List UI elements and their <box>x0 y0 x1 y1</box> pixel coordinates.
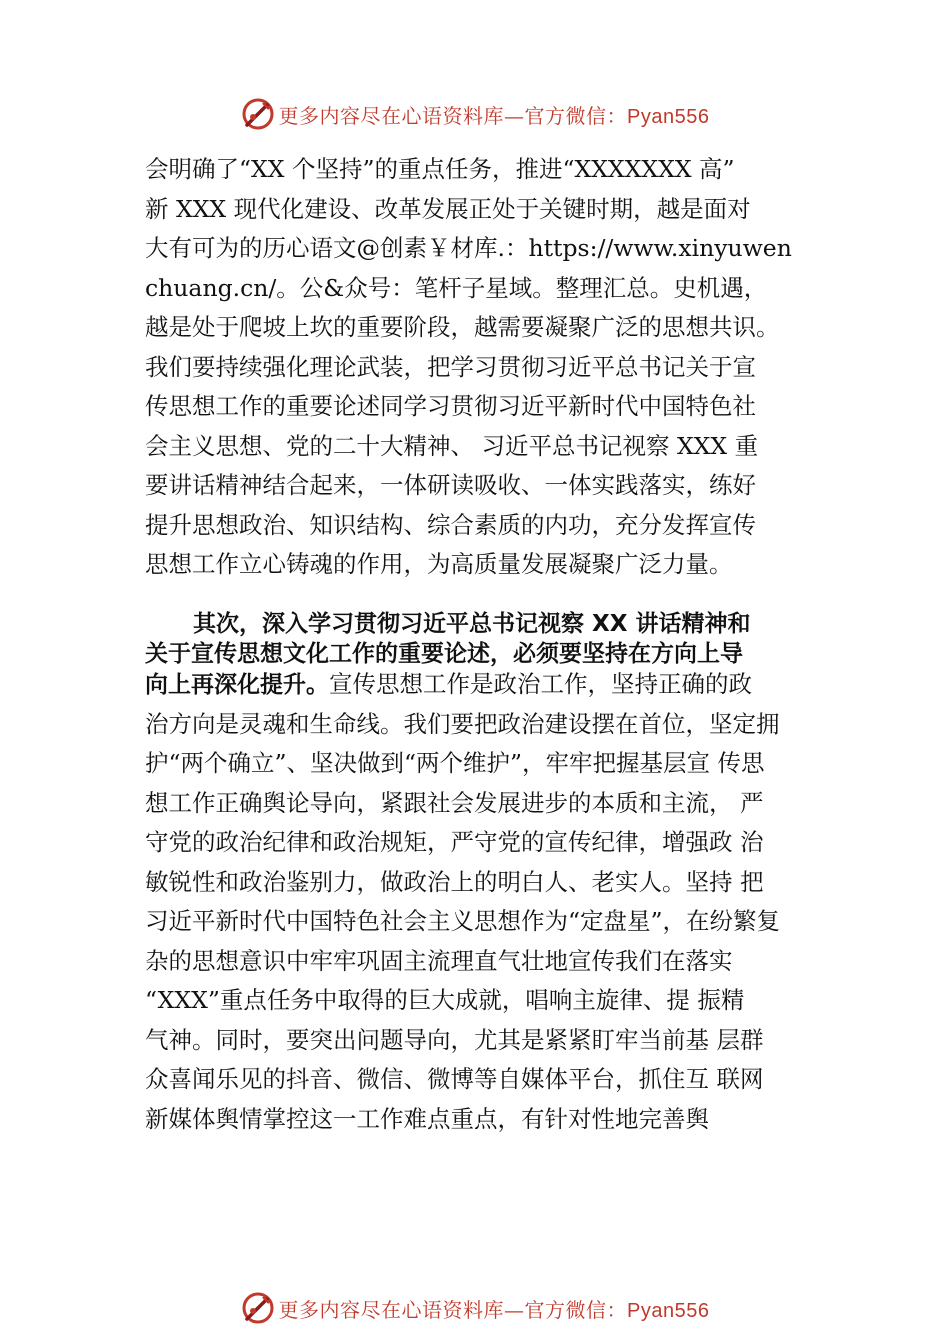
text-line: 要讲话精神结合起来，一体研读吸收、一体实践落实，练好 <box>145 471 756 499</box>
header-separator: — <box>504 103 525 128</box>
text-line: chuang.cn/。公&众号：笔杆子星域。整理汇总。史机遇， <box>145 273 768 302</box>
pen-logo-icon <box>241 97 275 131</box>
header-wechat-label: 官方微信： <box>524 103 628 128</box>
header-text <box>279 100 710 129</box>
text-line: 传思想工作的重要论述同学习贯彻习近平新时代中国特色社 <box>145 392 756 420</box>
text-line: 大有可为的历心语文@创素￥材库.：https://www.xinyuwen <box>145 234 792 262</box>
text-line: 会明确了“XX 个坚持”的重点任务，推进“XXXXXXX 高” <box>145 155 735 183</box>
paragraph-2-heading-line-1: 其次，深入学习贯彻习近平总书记视察 XX 讲话精神和 <box>193 610 751 637</box>
text-line: 习近平新时代中国特色社会主义思想作为“定盘星”，在纷繁复 <box>145 907 781 935</box>
text-line: 治方向是灵魂和生命线。我们要把政治建设摆在首位，坚定拥 <box>145 709 780 738</box>
text-line: 新媒体舆情掌控这一工作难点重点，有针对性地完善舆 <box>145 1104 709 1133</box>
text-line: 守党的政治纪律和政治规矩，严守党的宣传纪律，增强政 治 <box>145 828 764 856</box>
paragraph-2-line-start: 宣传思想工作是政治工作，坚持正确的政 <box>329 669 752 698</box>
text-line: 新 XXX 现代化建设、改革发展正处于关键时期，越是面对 <box>145 194 751 223</box>
text-line: 我们要持续强化理论武装，把学习贯彻习近平总书记关于宣 <box>145 352 756 381</box>
text-line: 越是处于爬坡上坎的重要阶段，越需要凝聚广泛的思想共识。 <box>145 313 780 341</box>
paragraph-2-heading-line-2: 关于宣传思想文化工作的重要论述，必须要坚持在方向上导 <box>145 640 743 667</box>
text-line: 敏锐性和政治鉴别力，做政治上的明白人、老实人。坚持 把 <box>145 867 764 896</box>
text-line: 护“两个确立”、坚决做到“两个维护”，牢牢把握基层宣 传思 <box>145 749 765 777</box>
paragraph-1 <box>145 150 835 585</box>
paragraph-2-heading-line-3 <box>145 669 835 705</box>
header-brand: 更多内容尽在心语资料库 <box>278 103 505 128</box>
text-line: 思想工作立心铸魂的作用，为高质量发展凝聚广泛力量。 <box>145 550 733 578</box>
text-line: 想工作正确舆论导向，紧跟社会发展进步的本质和主流， 严 <box>145 788 764 817</box>
paragraph-2-heading-end: 向上再深化提升。 <box>145 671 329 698</box>
text-line: 提升思想政治、知识结构、综合素质的内功，充分发挥宣传 <box>145 510 756 539</box>
header-wechat-id: Pyan556 <box>627 105 710 128</box>
header-banner <box>0 94 950 134</box>
footer-separator: — <box>504 1297 525 1322</box>
text-line: 杂的思想意识中牢牢巩固主流理直气壮地宣传我们在落实 <box>145 946 733 975</box>
footer-wechat-label: 官方微信： <box>524 1297 628 1322</box>
footer-banner <box>0 1288 950 1328</box>
document-body <box>145 150 835 1139</box>
footer-wechat-id: Pyan556 <box>627 1299 710 1322</box>
footer-text <box>279 1294 710 1323</box>
text-line: 会主义思想、党的二十大精神、 习近平总书记视察 XXX 重 <box>145 431 759 460</box>
pen-logo-icon <box>241 1291 275 1325</box>
text-line: 众喜闻乐见的抖音、微信、微博等自媒体平台，抓住互 联网 <box>145 1065 764 1093</box>
text-line: “XXX”重点任务中取得的巨大成就，唱响主旋律、提 振精 <box>145 986 745 1014</box>
paragraph-2 <box>145 609 835 1140</box>
text-line: 气神。同时，要突出问题导向，尤其是紧紧盯牢当前基 层群 <box>145 1025 764 1054</box>
footer-brand: 更多内容尽在心语资料库 <box>278 1297 505 1322</box>
